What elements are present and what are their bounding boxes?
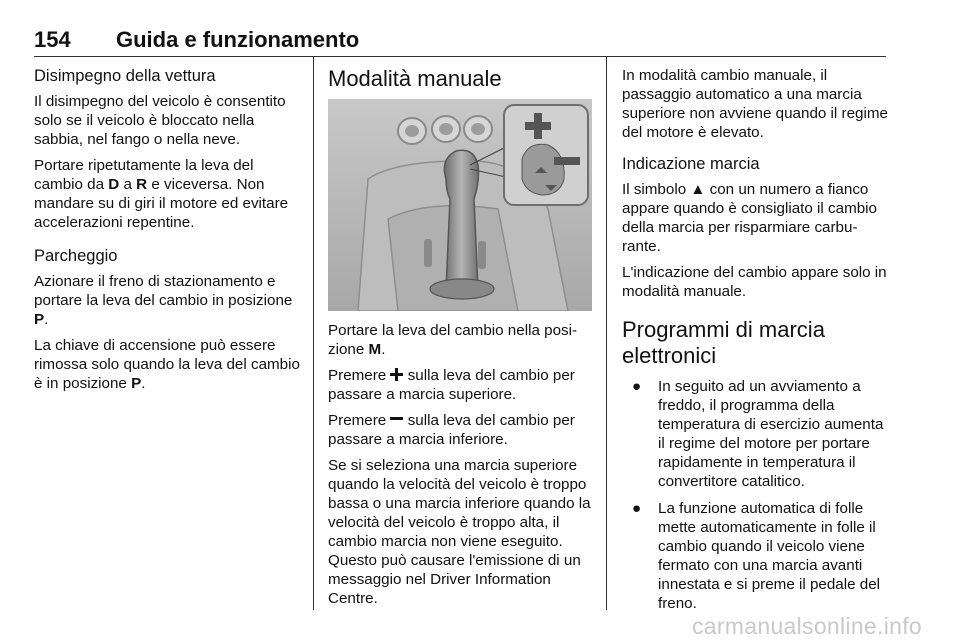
paragraph: Se si seleziona una marcia superiore quando la velocità del veicolo è troppo bassa o una marcia inferiore quando la velocità del veicolo è troppo alta, il cambio marcia non viene eseguito. Questo può causare l'emissione di un messaggio nel Driver Information Centre. xyxy=(328,457,591,607)
gear-lever-illustration xyxy=(328,99,592,311)
section-title-programmi-marcia: Programmi di marcia elettronici xyxy=(622,317,825,368)
section-title-parcheggio: Parcheggio xyxy=(34,247,118,265)
list-item: ● In seguito ad un avviamento a freddo, il programma della temperatura di esercizio aumenta il regime del motore per portare rapidamente in temperatura il convertitore catalitico. xyxy=(632,378,884,490)
column-divider-1 xyxy=(313,57,314,610)
section-title-indicazione-marcia: Indicazione marcia xyxy=(622,155,760,173)
triangle-up-icon: ▲ xyxy=(690,181,706,198)
paragraph: Premere sulla leva del cambio per passare a marcia inferiore. xyxy=(328,412,575,448)
watermark: carmanualsonline.info xyxy=(691,613,922,639)
bullet-list xyxy=(622,377,888,613)
paragraph: Premere sulla leva del cambio per passare a marcia superiore. xyxy=(328,367,575,403)
plus-icon xyxy=(390,367,403,380)
paragraph: L'indicazione del cambio appare solo in modalità manuale. xyxy=(622,264,887,300)
paragraph: Portare la leva del cambio nella posizione M. xyxy=(328,322,578,358)
paragraph: La chiave di accensione può essere rimossa solo quando la leva del cambio è in posizione P. xyxy=(34,337,300,392)
minus-icon xyxy=(390,412,403,425)
column-1 xyxy=(34,66,302,400)
bullet-icon: ● xyxy=(632,378,642,395)
column-3 xyxy=(622,66,888,621)
section-title-modalita-manuale: Modalità manuale xyxy=(328,66,502,91)
column-divider-2 xyxy=(606,57,607,610)
chapter-title: Guida e funzionamento xyxy=(116,27,360,52)
bullet-icon: ● xyxy=(632,500,642,517)
page-header xyxy=(34,28,886,52)
page-number: 154 xyxy=(34,27,71,52)
section-title-disimpegno: Disimpegno della vettura xyxy=(34,67,216,85)
paragraph: Il simbolo ▲ con un numero a fianco appare quando è consigliato il cambio della marcia per risparmiare carburante. xyxy=(622,181,877,255)
paragraph: Portare ripetutamente la leva del cambio da D a R e viceversa. Non mandare su di giri il motore ed evitare accelerazioni repentine. xyxy=(34,157,289,231)
column-2 xyxy=(328,66,594,615)
paragraph: In modalità cambio manuale, il passaggio automatico a una marcia superiore non avviene quando il regime del motore è elevato. xyxy=(622,67,888,141)
paragraph: Azionare il freno di stazionamento e portare la leva del cambio in posizione P. xyxy=(34,273,293,328)
paragraph: Il disimpegno del veicolo è consentito solo se il veicolo è bloccato nella sabbia, nel fango o nella neve. xyxy=(34,93,286,148)
list-item: ● La funzione automatica di folle mette automaticamente in folle il cambio quando il veicolo viene fermato con una marcia avanti innestata e si preme il pedale del freno. xyxy=(632,500,881,612)
header-rule xyxy=(34,56,886,57)
